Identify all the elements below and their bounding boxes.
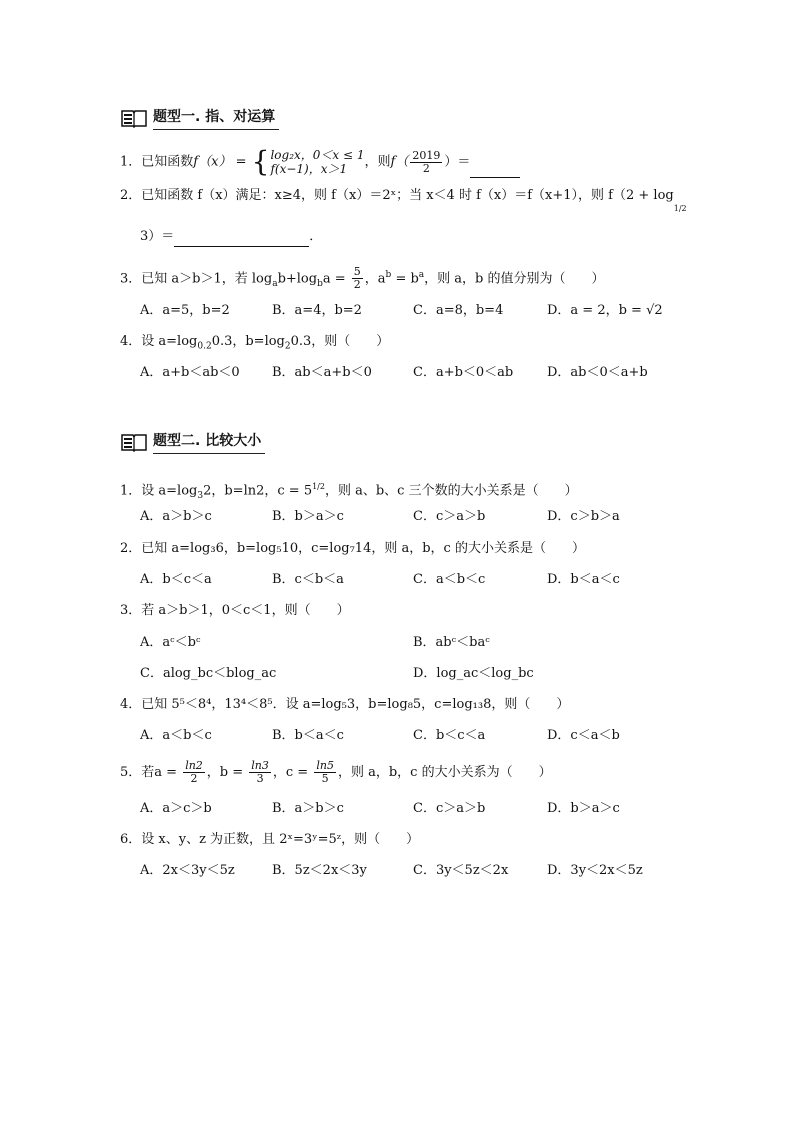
option-a: A．a+b＜ab＜0	[140, 365, 240, 380]
option-d: D．log_ac＜log_bc	[413, 666, 534, 681]
question-1-1: 1．已知函数f（x） = { log₂x，0＜x ≤ 1 f(x−1)，x＞1 ，则f（ $\frac{2019}{2}$ ）＝	[120, 148, 520, 178]
option-a: A．a＞b＞c	[140, 509, 212, 524]
option-b: B．c＜b＜a	[272, 572, 344, 587]
option-c: C．3y＜5z＜2x	[413, 863, 509, 878]
piecewise-cases: log₂x，0＜x ≤ 1 f(x−1)，x＞1	[270, 148, 365, 176]
question-1-3: 3．已知 a＞b＞1，若 $\log_ab+\log_ba$ = $\frac{5}{2}$ ，$a^b = b^a$，则 a，b 的值分别为（ ）	[120, 265, 605, 292]
question-2-1: 1．设 $a=\log_32$，b=ln2，$c = 5^{1/2}$，则 a、b、c 三个数的大小关系是（ ）	[120, 482, 578, 501]
fraction: $\frac{5}{2}$	[353, 265, 361, 292]
question-2-5: 5．若a = $\frac{\ln 2}{2}$ ，b = $\frac{\ln 3}{3}$ ，c = $\frac{\ln 5}{5}$ ，则 a，b，c 的大小关系为（ ）	[120, 759, 552, 785]
section-title-text: 题型一. 指、对运算	[153, 106, 279, 130]
option-d: D．c＜a＜b	[547, 728, 620, 743]
option-b: B．ab＜a+b＜0	[272, 365, 372, 380]
fraction: $\frac{\ln 5}{5}$	[316, 759, 334, 785]
option-b: B．5z＜2x＜3y	[272, 863, 367, 878]
option-d: D．b＜a＜c	[547, 572, 620, 587]
option-b: B．b＞a＞c	[272, 509, 344, 524]
question-2-4: 4．已知 5⁵＜8⁴，13⁴＜8⁵．设 a=log₅3，b=log₈5，c=log₁₃8，则（ ）	[120, 697, 570, 712]
brace: {	[251, 145, 270, 178]
fraction: $\frac{\ln 2}{2}$	[185, 759, 203, 785]
option-a: A．2x＜3y＜5z	[140, 863, 235, 878]
option-c: C．alog_bc＜blog_ac	[140, 666, 277, 681]
fraction: $\frac{\ln 3}{3}$	[251, 759, 269, 785]
option-a: A．a＜b＜c	[140, 728, 212, 743]
option-c: C．b＜c＜a	[413, 728, 486, 743]
question-2-3: 3．若 a＞b＞1，0＜c＜1，则（ ）	[120, 603, 350, 618]
option-d: D．c＞b＞a	[547, 509, 620, 524]
option-a: A．a＞c＞b	[140, 801, 212, 816]
option-c: C．c＞a＞b	[413, 801, 486, 816]
option-d: D．ab＜0＜a+b	[547, 365, 648, 380]
option-a: A．b＜c＜a	[140, 572, 212, 587]
section-title-text: 题型二. 比较大小	[153, 430, 265, 454]
option-a: A．a=5，b=2	[140, 303, 230, 318]
option-d: D．3y＜2x＜5z	[547, 863, 643, 878]
option-c: C．a＜b＜c	[413, 572, 486, 587]
book-icon	[121, 432, 147, 452]
answer-blank	[470, 149, 520, 178]
option-d: D．a = 2，b = √2	[547, 303, 663, 318]
book-icon	[121, 108, 147, 128]
question-2-6: 6．设 x、y、z 为正数，且 2ˣ=3ʸ=5ᶻ，则（ ）	[120, 832, 420, 847]
option-b: B．a=4，b=2	[272, 303, 362, 318]
answer-blank	[174, 228, 309, 247]
option-c: C．a+b＜0＜ab	[413, 365, 514, 380]
section-title-2	[121, 430, 265, 454]
option-b: B．b＜a＜c	[272, 728, 344, 743]
fraction: $\frac{2019}{2}$	[412, 148, 441, 175]
option-c: C．c＞a＞b	[413, 509, 486, 524]
question-1-4: 4．设 $a=\log_{0.2}0.3$，$b=\log_20.3$，则（ ）	[120, 334, 390, 352]
option-d: D．b＞a＞c	[547, 801, 620, 816]
option-b: B．abᶜ＜baᶜ	[413, 635, 490, 650]
option-c: C．a=8，b=4	[413, 303, 504, 318]
question-2-2: 2．已知 a=log₃6，b=log₅10，c=log₇14，则 a，b，c 的大小关系是（ ）	[120, 541, 585, 556]
question-1-2: 2．已知函数 f（x）满足：x≥4，则 f（x）＝2ˣ；当 x＜4 时 f（x）＝f（x+1），则 $f(2 + \log_{1/2}$	[120, 188, 687, 213]
option-b: B．a＞b＞c	[272, 801, 344, 816]
option-a: A．aᶜ＜bᶜ	[140, 635, 201, 650]
question-1-2-cont: 3）＝ ．	[140, 228, 322, 247]
section-title-1	[121, 106, 279, 130]
